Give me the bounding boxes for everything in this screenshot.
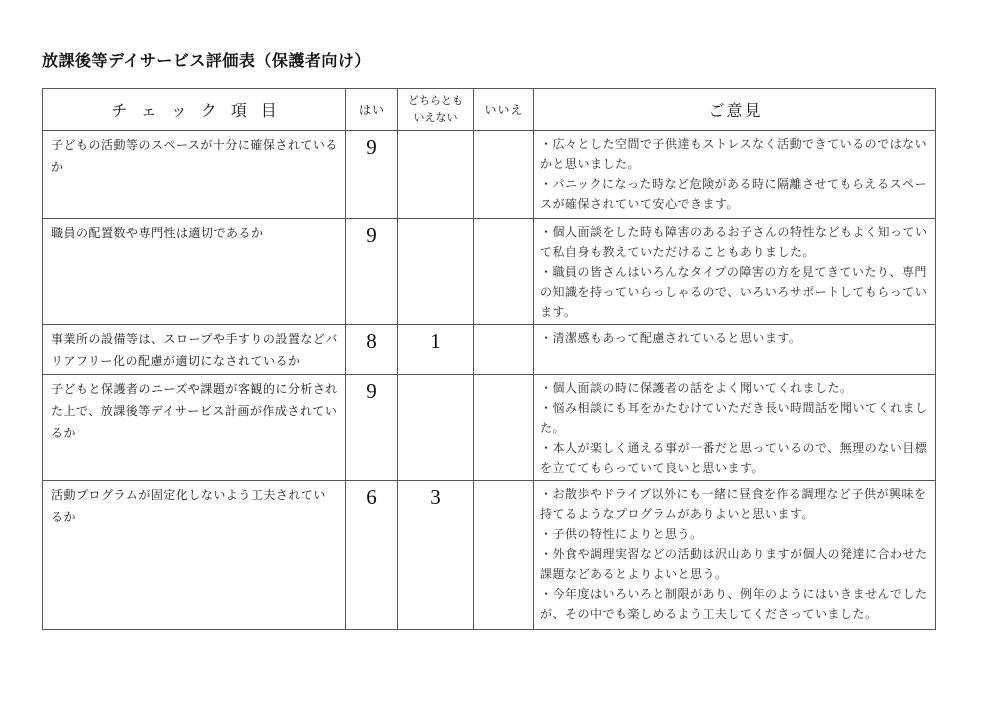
opinion-cell <box>534 481 936 630</box>
table-row <box>43 481 936 630</box>
table-row <box>43 131 936 219</box>
header-neither: どちらともいえない <box>398 89 474 131</box>
no-count-cell <box>474 325 534 375</box>
yes-count-cell: 9 <box>346 219 398 325</box>
check-item-cell: 子どもと保護者のニーズや課題が客観的に分析された上で、放課後等デイサービス計画が作成されているか <box>43 375 346 481</box>
opinion-cell <box>534 375 936 481</box>
opinion-cell <box>534 325 936 375</box>
neither-count-cell <box>398 375 474 481</box>
neither-count-cell: 3 <box>398 481 474 630</box>
opinion-text: ・お散歩やドライブ以外にも一緒に昼食を作る調理など子供が興味を持てるようなプログラムがありよいと思います。 <box>540 487 927 521</box>
check-item-cell: 職員の配置数や専門性は適切であるか <box>43 219 346 325</box>
header-check-item: チェック項目 <box>43 89 346 131</box>
page-title: 放課後等デイサービス評価表（保護者向け） <box>42 53 371 70</box>
no-count-cell <box>474 131 534 219</box>
table-row <box>43 219 936 325</box>
header-no: いいえ <box>474 89 534 131</box>
opinion-text: ・個人面談をした時も障害のあるお子さんの特性などもよく知っていて私自身も教えていただけることもありました。 <box>540 225 928 259</box>
check-item-cell: 子どもの活動等のスペースが十分に確保されているか <box>43 131 346 219</box>
neither-count-cell <box>398 131 474 219</box>
yes-count-cell: 9 <box>346 375 398 481</box>
opinion-cell <box>534 131 936 219</box>
opinion-text: ・清潔感もあって配慮されていると思います。 <box>540 331 802 345</box>
opinion-text: ・本人が楽しく通える事が一番だと思っているので、無理のない目標を立ててもらっていて良いと思います。 <box>540 441 928 475</box>
opinion-text: ・子供の特性によりと思う。 <box>540 527 703 541</box>
yes-count-cell: 9 <box>346 131 398 219</box>
check-item-cell: 活動プログラムが固定化しないよう工夫されているか <box>43 481 346 630</box>
evaluation-table <box>42 88 936 630</box>
opinion-text: ・外食や調理実習などの活動は沢山ありますが個人の発達に合わせた課題などあるとよりよいと思う。 <box>540 547 928 581</box>
check-item-cell: 事業所の設備等は、スロープや手すりの設置などバリアフリー化の配慮が適切になされているか <box>43 325 346 375</box>
opinion-text: ・個人面談の時に保護者の話をよく聞いてくれました。 <box>540 381 853 395</box>
table-row <box>43 375 936 481</box>
no-count-cell <box>474 375 534 481</box>
header-opinion: ご意見 <box>534 89 936 131</box>
table-row <box>43 325 936 375</box>
yes-count-cell: 8 <box>346 325 398 375</box>
neither-count-cell <box>398 219 474 325</box>
opinion-text: ・職員の皆さんはいろんなタイプの障害の方を見てきていたり、専門の知識を持っていらっしゃるので、いろいろサポートしてもらっています。 <box>540 265 928 319</box>
opinion-text: ・パニックになった時など危険がある時に隔離させてもらえるスペースが確保されていて安心できます。 <box>540 177 928 211</box>
yes-count-cell: 6 <box>346 481 398 630</box>
opinion-text: ・広々とした空間で子供達もストレスなく活動できているのではないかと思いました。 <box>540 137 928 171</box>
no-count-cell <box>474 481 534 630</box>
table-header-row <box>43 89 936 131</box>
header-yes: はい <box>346 89 398 131</box>
neither-count-cell: 1 <box>398 325 474 375</box>
opinion-text: ・今年度はいろいろと制限があり、例年のようにはいきませんでしたが、その中でも楽しめるよう工夫してくださっていました。 <box>540 587 928 621</box>
opinion-text: ・悩み相談にも耳をかたむけていただき長い時間話を聞いてくれました。 <box>540 401 928 435</box>
no-count-cell <box>474 219 534 325</box>
opinion-cell <box>534 219 936 325</box>
